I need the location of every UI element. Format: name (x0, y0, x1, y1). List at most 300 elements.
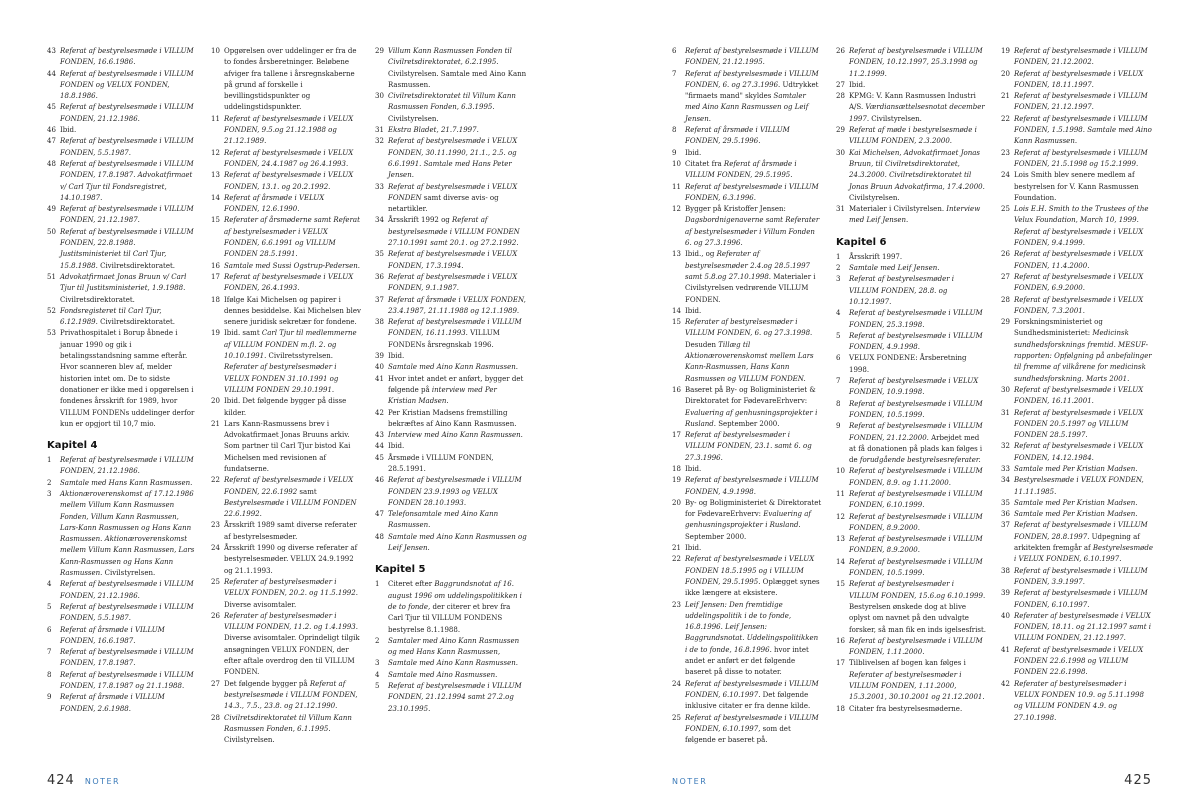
note-text: Leif Jensen: Den fremtidige uddelingspolitik i de to fonde, 16.8.1996. Leif Jensen: Baggrundsnotat. Uddelingspolitikken i de to fonde, 16.8.1996. hvor intet andet er anført er det følgende baseret på disse to notater. (685, 600, 819, 677)
note-entry (836, 308, 986, 331)
note-number: 8 (47, 670, 52, 679)
note-entry (375, 579, 527, 635)
note-number: 24 (1001, 171, 1010, 180)
note-entry (375, 136, 527, 181)
note-number: 3 (47, 489, 52, 498)
note-text: Bygger på Kristoffer Jensen: Dagsbordnigenaverne samt Referater af bestyrelsesmøder i Villum Fonden 6. og 27.3.1996. (685, 205, 820, 248)
chapter-heading: Kapitel 4 (47, 440, 98, 452)
note-entry (836, 263, 986, 274)
note-entry (211, 193, 361, 216)
note-entry (672, 600, 822, 679)
note-number: 18 (211, 295, 220, 304)
note-number: 49 (47, 205, 56, 214)
notes-column (211, 46, 361, 746)
note-number: 4 (47, 580, 52, 589)
note-number: 17 (836, 659, 845, 668)
note-number: 28 (1001, 295, 1010, 304)
note-number: 11 (672, 182, 681, 191)
note-number: 33 (1001, 464, 1010, 473)
note-text: Bestyrelsesmøde i VELUX FONDEN, 11.11.1985. (1014, 476, 1144, 496)
note-number: 34 (375, 216, 384, 225)
note-number: 43 (375, 431, 384, 440)
right-page (601, 0, 1201, 806)
note-number: 11 (211, 114, 220, 123)
note-number: 6 (47, 625, 52, 634)
note-number: 41 (375, 374, 384, 383)
note-text: Referat af bestyrelsesmøde i VILLUM FONDEN, 16.6.1986. (60, 47, 194, 67)
note-text: Referat af bestyrelsesmøde i VILLUM FONDEN, 8.9.2000. (849, 535, 983, 555)
note-number: 10 (836, 467, 845, 476)
note-text: Samtale med Leif Jensen. (849, 264, 940, 273)
note-entry (47, 670, 197, 693)
note-number: 25 (1001, 205, 1010, 214)
note-text: Referat af bestyrelsesmøde i VELUX FONDEN, 22.6.1992 samt Bestyrelsesmøde i VILLUM FONDEN 22.6.1992. (224, 476, 357, 519)
note-number: 19 (672, 476, 681, 485)
note-text: Tilblivelsen af bogen kan følges i Referater af bestyrelsesmøder i VILLUM FONDEN, 1.11.2000, 15.3.2001, 30.10.2001 og 21.12.2001. (849, 659, 985, 702)
note-text: Samtale med Hans Kann Rasmussen. (60, 478, 193, 487)
note-entry (375, 670, 527, 681)
note-number: 12 (211, 148, 220, 157)
note-text: Referat af bestyrelsesmøde i VELUX FONDEN, 10.9.1998. (849, 377, 979, 397)
note-entry (47, 69, 197, 103)
note-entry (836, 557, 986, 580)
note-number: 34 (1001, 476, 1010, 485)
note-entry (47, 306, 197, 329)
note-entry (836, 204, 986, 227)
note-entry (47, 455, 197, 478)
note-entry (1001, 114, 1153, 148)
note-text: Referat af bestyrelsesmøde i VILLUM FONDEN, 1.11.2000. (849, 636, 983, 657)
note-entry (211, 520, 361, 543)
note-number: 37 (375, 295, 384, 304)
note-number: 52 (47, 306, 56, 315)
running-head: NOTER (672, 777, 708, 786)
note-entry (836, 421, 986, 466)
note-entry (672, 713, 822, 747)
note-number: 3 (836, 275, 841, 284)
note-number: 5 (836, 331, 841, 340)
note-entry (375, 215, 527, 249)
note-number: 17 (672, 431, 681, 440)
note-entry (1001, 464, 1153, 475)
note-text: Forskningsministeriet og Sundhedsministeriet: Medicinsk sundhedsforsknings fremtid. MESUF-rapporten: Opfølgning på anbefalinger til fremme af vilkårene for medicinsk sundhedsforskning. Marts 2001. (1014, 318, 1152, 383)
note-entry (47, 46, 197, 69)
note-entry (1001, 611, 1153, 645)
note-number: 13 (836, 535, 845, 544)
note-text: Samtale med Per Kristian Madsen. (1014, 498, 1138, 507)
note-text: Årsskrift 1992 og Referat af bestyrelsesmøde i VILLUM FONDEN 27.10.1991 samt 20.1. og 27.2.1992. (388, 216, 520, 248)
note-entry (375, 408, 527, 431)
note-text: Samtale med Sussi Ogstrup-Pedersen. (224, 261, 360, 270)
note-entry (211, 611, 361, 679)
note-entry (1001, 46, 1153, 69)
note-number: 51 (47, 272, 56, 281)
notes-column (375, 46, 527, 715)
note-number: 8 (672, 126, 677, 135)
note-entry (211, 170, 361, 193)
note-number: 53 (47, 329, 56, 338)
note-text: Referat af bestyrelsesmøder i VILLUM FONDEN, 23.1. samt 6. og 27.3.1996. (685, 431, 812, 462)
note-entry (1001, 588, 1153, 611)
note-number: 7 (836, 377, 841, 386)
notes-column (836, 46, 986, 715)
note-number: 7 (672, 69, 677, 78)
note-text: Referater af bestyrelsesmøde i VELUX FONDEN, 18.11. og 21.12.1997 samt i VILLUM FONDEN, 21.12.1997. (1014, 611, 1151, 643)
notes-column (1001, 46, 1153, 724)
note-number: 36 (1001, 510, 1010, 519)
note-text: Referat af bestyrelsesmøde i VILLUM FONDEN, 10.5.1999. (849, 399, 983, 419)
note-number: 26 (836, 47, 845, 55)
note-entry (836, 399, 986, 422)
note-number: 37 (1001, 521, 1010, 530)
note-entry (375, 182, 527, 216)
note-number: 38 (375, 318, 384, 327)
note-entry (375, 636, 527, 659)
note-text: Ibid. (849, 80, 866, 89)
note-text: Referat af bestyrelsesmøde i VILLUM FONDEN, 8.9. og 1.11.2000. (849, 467, 983, 487)
note-number: 19 (1001, 47, 1010, 55)
note-number: 9 (47, 693, 52, 702)
note-text: Referat af bestyrelsesmøde i VILLUM FONDEN, 6.10.1997. (1014, 589, 1148, 609)
note-text: Ifølge Kai Michelsen og papirer i dennes besiddelse. Kai Michelsen blev senere juridisk sekretær for fondene. (224, 295, 361, 327)
note-entry (836, 636, 986, 659)
note-number: 39 (375, 352, 384, 361)
note-text: Referater af bestyrelsesmøder i VILLUM FONDEN, 11.2. og 1.4.1993. Diverse avisomtaler. Oprindeligt tilgik ansøgningen VELUX FONDEN, der efter aftale overdrog den til VILLUM FONDEN. (224, 611, 360, 677)
note-entry (1001, 679, 1153, 724)
note-text: Ekstra Bladet, 21.7.1997. (388, 126, 479, 135)
note-entry (375, 46, 527, 91)
note-number: 8 (836, 399, 841, 408)
page-number: 425 (1124, 773, 1152, 788)
note-text: Samtale med Aino Kann Rasmussen og Leif Jensen. (388, 532, 527, 553)
chapter-heading: Kapitel 5 (375, 564, 426, 576)
note-number: 1 (375, 580, 380, 589)
note-text: Referat af bestyrelsesmøde i VILLUM FONDEN, 6. og 27.3.1996. Udtrykket "firmaets mand" skyldes Samtaler med Aino Kann Rasmussen og Leif Jensen. (685, 69, 819, 123)
note-text: Referat af bestyrelsesmøde i VILLUM FONDEN, 21.12.1997. (1014, 92, 1148, 112)
note-text: Referat af bestyrelsesmøde i VELUX FONDEN samt diverse avis- og netartikler. (388, 182, 518, 214)
note-text: Referat af bestyrelsesmøde i VILLUM FONDEN 23.9.1993 og VELUX FONDEN 28.10.1993. (388, 476, 522, 507)
note-entry (672, 430, 822, 464)
note-number: 11 (836, 489, 845, 498)
note-number: 4 (836, 309, 841, 318)
note-entry (1001, 249, 1153, 272)
note-entry (211, 475, 361, 520)
note-entry (836, 46, 986, 80)
note-number: 40 (1001, 611, 1010, 620)
note-text: Civilretsdirektoratet til Villum Kann Rasmussen Fonden, 6.1.1995. Civilstyrelsen. (224, 713, 352, 745)
note-entry (211, 46, 361, 114)
note-number: 16 (836, 636, 845, 645)
note-text: Opgørelsen over uddelinger er fra de to fondes årsberetninger. Beløbene afviger fra tallene i årsregnskaberne på grund af forskelle i bevillingstidspunkter og uddelingstidspunkter. (224, 47, 357, 112)
note-number: 25 (672, 713, 681, 722)
note-entry (211, 114, 361, 148)
note-text: Telefonsamtale med Aino Kann Rasmussen. (388, 510, 499, 530)
note-text: Referat af bestyrelsesmøde i VILLUM FONDEN, 6.10.1999. (849, 489, 983, 510)
chapter-heading: Kapitel 6 (836, 236, 887, 248)
note-text: Aktionæroverenskomst af 17.12.1986 mellem Villum Kann Rasmussen Fonden, Villum Kann Rasmussen, Lars-Kann Rasmussen og Hans Kann Rasmussen. Aktionæroverenskomst mellem Villum Kann Rasmussen, Lars Kann-Rasmussen og Hans Kann Rasmussen. Civilstyrelsen. (60, 489, 195, 578)
note-text: Referat af bestyrelsesmøde i VILLUM FONDEN, 4.9.1998. (685, 476, 819, 496)
note-number: 22 (672, 555, 681, 564)
note-text: Referater af bestyrelsesmøder i VELUX FONDEN 10.9. og 5.11.1998 og VILLUM FONDEN 4.9. og 27.10.1998. (1014, 679, 1144, 722)
note-number: 31 (1001, 408, 1010, 417)
note-text: Referat af bestyrelsesmøde i VELUX FONDEN, 6.9.2000. (1014, 272, 1144, 293)
note-text: Referat af bestyrelsesmøde i VILLUM FONDEN, 21.12.1986. (60, 580, 194, 600)
note-number: 22 (211, 476, 220, 485)
note-number: 26 (1001, 250, 1010, 259)
note-entry (47, 579, 197, 602)
note-text: Referat af bestyrelsesmøde i VELUX FONDEN, 9.5.og 21.12.1988 og 21.12.1989. (224, 114, 354, 146)
note-entry (672, 69, 822, 125)
note-number: 32 (1001, 442, 1010, 451)
note-entry (375, 453, 527, 476)
note-text: Referat af bestyrelsesmøde i VELUX FONDEN, 14.12.1984. (1014, 442, 1144, 462)
note-text: Ibid. (685, 464, 702, 473)
note-number: 9 (672, 148, 677, 157)
note-number: 21 (211, 419, 220, 428)
note-number: 30 (375, 92, 384, 101)
note-number: 14 (672, 306, 681, 315)
note-number: 14 (211, 193, 220, 202)
note-text: Referat af bestyrelsesmøde i VILLUM FONDEN og VELUX FONDEN, 18.8.1986. (60, 69, 194, 101)
note-number: 22 (1001, 114, 1010, 123)
note-text: Referat af møde i bestyrelsesmøde i VILLUM FONDEN, 2.3.2000. (849, 126, 977, 146)
note-number: 13 (672, 250, 681, 259)
note-number: 23 (211, 521, 220, 530)
note-text: Ibid. samt Carl Tjur til medlemmerne af VILLUM FONDEN m.fl. 2. og 10.10.1991. Civilretsstyrelsen. Referater af bestyrelsesmøder i VELUX FONDEN 31.10.1991 og VILLUM FONDEN 29.10.1991. (224, 329, 357, 394)
note-entry (1001, 509, 1153, 520)
note-text: Referat af årsmøde i VELUX FONDEN, 23.4.1987, 21.11.1988 og 12.1.1989. (388, 295, 526, 315)
note-entry (375, 441, 527, 452)
note-text: Referat af bestyrelsesmøde i VILLUM FONDEN, 8.9.2000. (849, 512, 983, 532)
note-number: 38 (1001, 566, 1010, 575)
note-text: Referat af bestyrelsesmøde i VILLUM FONDEN, 5.5.1987. (60, 602, 194, 623)
note-number: 16 (672, 385, 681, 394)
note-text: Materialer i Civilstyrelsen. Interview med Leif Jensen. (849, 205, 981, 225)
note-text: Referater af årsmøderne samt Referat af bestyrelsesmøder i VELUX FONDEN, 6.6.1991 og VILLUM FONDEN 28.5.1991. (224, 216, 360, 259)
note-entry (672, 249, 822, 305)
note-number: 10 (672, 159, 681, 168)
note-entry (836, 252, 986, 263)
note-number: 31 (836, 205, 845, 214)
note-entry (1001, 91, 1153, 114)
note-text: Referat af bestyrelsesmøde i VILLUM FONDEN, 25.3.1998. (849, 309, 983, 329)
note-entry (47, 625, 197, 648)
note-entry (672, 317, 822, 385)
note-entry (836, 512, 986, 535)
note-text: Lois E.H. Smith to the Trustees of the Velux Foundation, March 10, 1999. Referat af bestyrelsesmøde i VELUX FONDEN, 9.4.1999. (1014, 205, 1149, 248)
note-entry (375, 249, 527, 272)
note-text: Civilretsdirektoratet til Villum Kann Rasmussen Fonden, 6.3.1995. Civilstyrelsen. (388, 92, 516, 123)
note-text: Referat af bestyrelsesmøde i VILLUM FONDEN, 21.12.1986. (60, 103, 194, 123)
note-number: 2 (47, 478, 52, 487)
note-text: Referat af bestyrelsesmøde i VELUX FONDEN 18.5.1995 og i VILLUM FONDEN, 29.5.1995. Oplægget synes ikke længere at eksistere. (685, 555, 820, 598)
note-text: Lars Kann-Rasmussens brev i Advokatfirmaet Jonas Bruuns arkiv. Som partner til Carl Tjur bistod Kai Michelsen med revisionen af fundatserne. (224, 419, 351, 473)
note-number: 31 (375, 126, 384, 135)
note-text: Samtale med Per Kristian Madsen. (1014, 464, 1138, 473)
note-text: Privathospitalet i Borup åbnede i januar 1990 og gik i betalingsstandsning samme efterår. Hvor scanneren blev af, melder historien intet om. De to sidste donationer er ikke med i opgørelsen i fondenes årsskrift for 1989, hvor VILLUM FONDENs uddelinger derfor kun er opgjort til 10,7 mio. (60, 329, 195, 428)
note-text: Referat af bestyrelsesmøde i VELUX FONDEN, 24.4.1987 og 26.4.1993. (224, 148, 354, 168)
note-number: 7 (47, 648, 52, 657)
note-entry (211, 419, 361, 475)
note-number: 28 (211, 713, 220, 722)
note-text: Referat af bestyrelsesmøde i VELUX FONDEN, 7.3.2001. (1014, 295, 1144, 315)
note-number: 5 (375, 682, 380, 691)
note-text: Referater af bestyrelsesmøder i VILLUM FONDEN, 6. og 27.3.1998. Desuden Tillæg til Aktionæroverenskomst mellem Lars Kann-Rasmussen, Hans Kann Rasmussen og VILLUM FONDEN. (685, 318, 814, 383)
note-text: Kai Michelsen, Advokatfirmaet Jonas Bruun, til Civilretsdirektoratet, 24.3.2000. Civilretsdirektoratet til Jonas Bruun Advokatfirma, 17.4.2000. Civilstyrelsen. (849, 148, 985, 202)
note-number: 46 (47, 126, 56, 135)
note-entry (1001, 295, 1153, 318)
page-number: 424 (47, 773, 75, 788)
note-text: Referat af bestyrelsesmøde i VILLUM FONDEN, 21.12.1995. (685, 47, 819, 67)
note-entry (836, 331, 986, 354)
note-entry (1001, 475, 1153, 498)
note-number: 48 (375, 532, 384, 541)
note-number: 13 (211, 171, 220, 180)
note-entry (47, 136, 197, 159)
note-number: 16 (211, 261, 220, 270)
note-number: 25 (211, 577, 220, 586)
note-entry (672, 679, 822, 713)
note-entry (1001, 566, 1153, 589)
note-number: 44 (47, 69, 56, 78)
note-number: 14 (836, 557, 845, 566)
note-text: Referat af bestyrelsesmøde i VILLUM FONDEN, 21.12.1986. (60, 456, 194, 476)
page-footer (47, 773, 120, 788)
note-entry (211, 328, 361, 396)
note-number: 20 (211, 397, 220, 406)
note-entry (1001, 148, 1153, 171)
note-entry (672, 554, 822, 599)
note-text: Advokatfirmaet Jonas Bruun v/ Carl Tjur til Justitsministeriet, 1.9.1988. Civilretsdirektoratet. (60, 272, 187, 304)
note-number: 30 (1001, 385, 1010, 394)
note-entry (211, 713, 361, 747)
note-text: Referat af årsmøde i VILLUM FONDEN, 16.6.1987. (60, 625, 165, 645)
note-entry (211, 577, 361, 611)
note-text: Interview med Aino Kann Rasmussen. (388, 431, 523, 440)
note-entry (47, 227, 197, 272)
note-text: Ibid. (685, 148, 702, 157)
note-number: 28 (836, 92, 845, 101)
note-entry (375, 91, 527, 125)
note-number: 48 (47, 159, 56, 168)
note-text: Referat af bestyrelsesmøde i VELUX FONDEN, 9.1.1987. (388, 272, 518, 293)
note-number: 12 (836, 512, 845, 521)
note-text: Referat af årsmøde i VILLUM FONDEN, 2.6.1988. (60, 693, 165, 713)
note-entry (672, 306, 822, 317)
note-number: 15 (672, 318, 681, 327)
note-entry (836, 353, 986, 376)
note-number: 42 (1001, 679, 1010, 688)
note-number: 20 (672, 498, 681, 507)
note-number: 6 (836, 354, 841, 363)
note-text: Referat af bestyrelsesmøde i VELUX FONDEN, 11.4.2000. (1014, 250, 1144, 270)
note-entry (672, 182, 822, 205)
note-number: 27 (211, 679, 220, 688)
note-entry (836, 91, 986, 125)
note-text: Per Kristian Madsens fremstilling bekræftes af Aino Kann Rasmussen. (388, 408, 517, 428)
note-number: 20 (1001, 69, 1010, 78)
note-text: Villum Kann Rasmussen Fonden til Civilretsdirektoratet, 6.2.1995. Civilstyrelsen. Samtale med Aino Kann Rasmussen. (388, 47, 527, 89)
note-entry (47, 478, 197, 489)
note-entry (672, 543, 822, 554)
note-entry (47, 647, 197, 670)
note-number: 6 (672, 47, 677, 55)
note-entry (836, 658, 986, 703)
note-text: Referat af bestyrelsesmøde i VELUX FONDEN, 16.11.2001. (1014, 385, 1144, 406)
note-entry (1001, 520, 1153, 565)
note-entry (836, 80, 986, 91)
note-number: 35 (375, 250, 384, 259)
note-number: 15 (836, 580, 845, 589)
note-entry (47, 602, 197, 625)
note-text: Fondsregisteret til Carl Tjur, 6.12.1989. Civilretsdirektoratet. (60, 306, 175, 327)
note-text: Referat af bestyrelsesmøde i VILLUM FONDEN, 21.12.2002. (1014, 47, 1148, 67)
note-entry (211, 295, 361, 329)
note-entry (672, 475, 822, 498)
note-text: Referat af bestyrelsesmøde i VILLUM FONDEN, 22.8.1988. Justitsministeriet til Carl Tjur, 15.8.1988. Civilretsdirektoratet. (60, 227, 194, 270)
note-text: Årsskrift 1997. (849, 252, 903, 261)
note-entry (836, 125, 986, 148)
note-text: Referat af bestyrelsesmøde i VILLUM FONDEN, 21.12.1987. (60, 205, 194, 225)
note-text: Samtale med Aino Rasmussen. (388, 670, 498, 679)
note-entry (375, 317, 527, 351)
note-text: Citeret efter Baggrundsnotat af 16. august 1996 om uddelingspolitikken i de to fonde, der citerer et brev fra Carl Tjur til VILLUM FONDENS bestyrelse 8.1.1988. (388, 580, 522, 634)
note-text: Referat af bestyrelsesmøde i VELUX FONDEN 22.6.1998 og VILLUM FONDEN 22.6.1998. (1014, 645, 1144, 677)
note-entry (1001, 498, 1153, 509)
note-number: 43 (47, 47, 56, 55)
note-entry (211, 679, 361, 713)
note-entry (375, 475, 527, 509)
note-number: 1 (836, 252, 841, 261)
note-text: Ibid. (388, 442, 405, 451)
note-number: 24 (672, 679, 681, 688)
note-text: Referat af bestyrelsesmøder i VILLUM FONDEN, 15.6.og 6.10.1999. Bestyrelsen ønskede dog at blive oplyst om navnet på den udvalgte forsker, så man fik en inds igelsesfrist. (849, 580, 986, 634)
note-number: 17 (211, 272, 220, 281)
page-footer (672, 773, 1152, 788)
note-entry (375, 295, 527, 318)
note-number: 29 (1001, 318, 1010, 327)
notes-column (47, 46, 197, 715)
note-number: 4 (375, 670, 380, 679)
note-text: Det følgende bygger på Referat af bestyrelsesmøde i VILLUM FONDEN, 14.3., 7.5., 23.8. og 21.12.1990. (224, 679, 358, 711)
note-number: 10 (211, 47, 220, 55)
note-number: 36 (375, 272, 384, 281)
note-text: Referat af bestyrelsesmøde i VILLUM FONDEN, 6.3.1996. (685, 182, 819, 202)
note-text: Samtaler med Aino Kann Rasmussen og med Hans Kann Rasmussen, (388, 636, 520, 657)
note-entry (47, 125, 197, 136)
note-text: Referat af bestyrelsesmøde i VILLUM FONDEN, 17.8.1987. (60, 648, 194, 668)
note-text: Ibid. (685, 306, 702, 315)
note-text: By- og Boligministeriet & Direktoratet for FødevareErhverv: Evaluering af genhusningsprojekter i Rusland. September 2000. (685, 498, 822, 541)
note-number: 40 (375, 363, 384, 372)
note-number: 26 (211, 611, 220, 620)
note-number: 24 (211, 544, 220, 553)
note-entry (211, 396, 361, 419)
note-text: Referat af bestyrelsesmøder i VILLUM FONDEN, 28.8. og 10.12.1997. (849, 275, 955, 306)
note-number: 19 (211, 329, 220, 338)
note-entry (836, 376, 986, 399)
note-entry (836, 579, 986, 635)
note-number: 41 (1001, 645, 1010, 654)
note-entry (1001, 204, 1153, 249)
note-entry (211, 261, 361, 272)
note-entry (836, 489, 986, 512)
note-entry (375, 658, 527, 669)
note-entry (672, 464, 822, 475)
note-text: Referat af bestyrelsesmøde i VELUX FONDEN, 30.11.1990, 21.1., 2.5. og 6.6.1991. Samtale med Hans Peter Jensen. (388, 137, 518, 180)
note-entry (672, 159, 822, 182)
note-text: Referat af bestyrelsesmøde i VILLUM FONDEN, 6.10.1997. Det følgende inklusive citater er fra denne kilde. (685, 679, 819, 711)
